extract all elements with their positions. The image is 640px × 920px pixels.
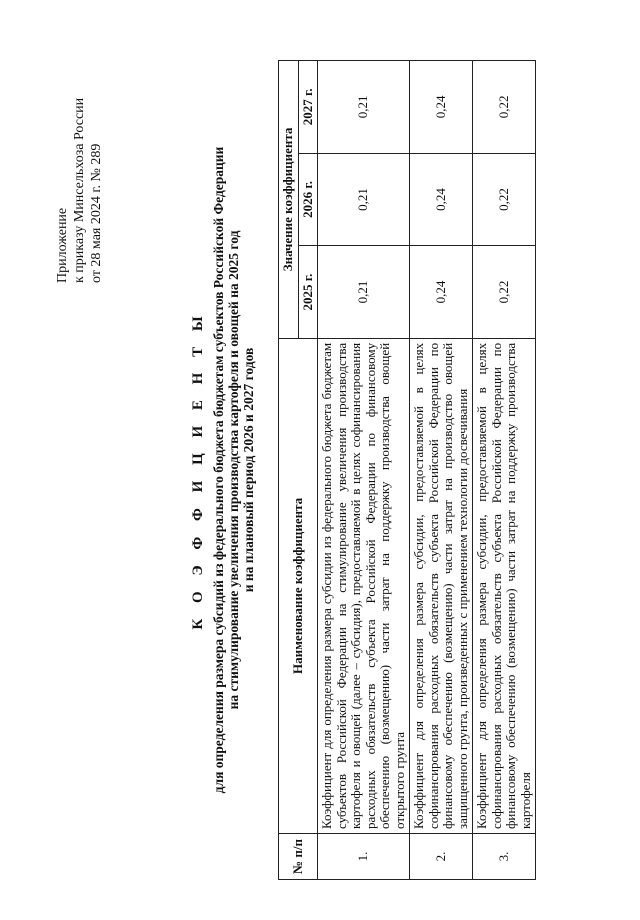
- row-value-2026: 0,21: [318, 153, 410, 246]
- table-row: [473, 61, 536, 880]
- appendix-label: Приложение: [55, 207, 70, 283]
- row-value-2025: 0,24: [410, 246, 473, 339]
- row-number: 1.: [318, 834, 410, 880]
- title-line-1: для определения размера субсидий из федерального бюджета бюджетам субъектов Российской Федерации: [211, 146, 226, 794]
- row-name: Коэффициент для определения размера субсидии, предоставляемой в целях софинансирования расходных обязательств субъекта Российской Федерации по финансовому обеспечению (возмещению) части затрат на поддержку производства картофеля: [473, 338, 536, 833]
- header-year-2025: 2025 г.: [298, 246, 318, 339]
- row-value-2026: 0,24: [410, 153, 473, 246]
- table-header-row: [279, 61, 299, 880]
- header-year-2027: 2027 г.: [298, 61, 318, 154]
- header-number: № п/п: [279, 834, 318, 880]
- rotated-landscape-sheet: [20, 30, 620, 890]
- row-value-2027: 0,24: [410, 61, 473, 154]
- table-row: [410, 61, 473, 880]
- appendix-order-ref: к приказу Минсельхоза России: [72, 97, 87, 283]
- coefficients-table: [278, 60, 536, 880]
- appendix-header: [54, 68, 105, 283]
- row-value-2025: 0,21: [318, 246, 410, 339]
- title-line-2: на стимулирование увеличения производства картофеля и овощей на 2025 год: [226, 230, 241, 710]
- table-row: [318, 61, 410, 880]
- row-number: 3.: [473, 834, 536, 880]
- row-name: Коэффициент для определения размера субсидии, предоставляемой в целях софинансирования расходных обязательств субъекта Российской Федерации по финансовому обеспечению (возмещению) части затрат на производство овощей защищенного грунта, произведенных с применением технологии досвечивания: [410, 338, 473, 833]
- appendix-order-date: от 28 мая 2024 г. № 289: [89, 143, 104, 283]
- header-year-2026: 2026 г.: [298, 153, 318, 246]
- title-main: К О Э Ф Ф И Ц И Е Н Т Ы: [190, 310, 206, 630]
- row-number: 2.: [410, 834, 473, 880]
- row-value-2025: 0,22: [473, 246, 536, 339]
- row-name: Коэффициент для определения размера субсидии из федерального бюджета бюджетам субъектов Российской Федерации на стимулирование увеличения производства картофеля и овощей (далее – субсидия), предоставляемой в целях софинансирования расходных обязательств субъекта Российской Федерации по финансовому обеспечению (возмещению) части затрат на поддержку производства овощей открытого грунта: [318, 338, 410, 833]
- document-title: [190, 90, 256, 850]
- row-value-2027: 0,22: [473, 61, 536, 154]
- row-value-2026: 0,22: [473, 153, 536, 246]
- title-line-3: и на плановый период 2026 и 2027 годов: [241, 347, 256, 593]
- header-name: Наименование коэффициента: [279, 338, 318, 833]
- header-values: Значение коэффициента: [279, 61, 299, 339]
- row-value-2027: 0,21: [318, 61, 410, 154]
